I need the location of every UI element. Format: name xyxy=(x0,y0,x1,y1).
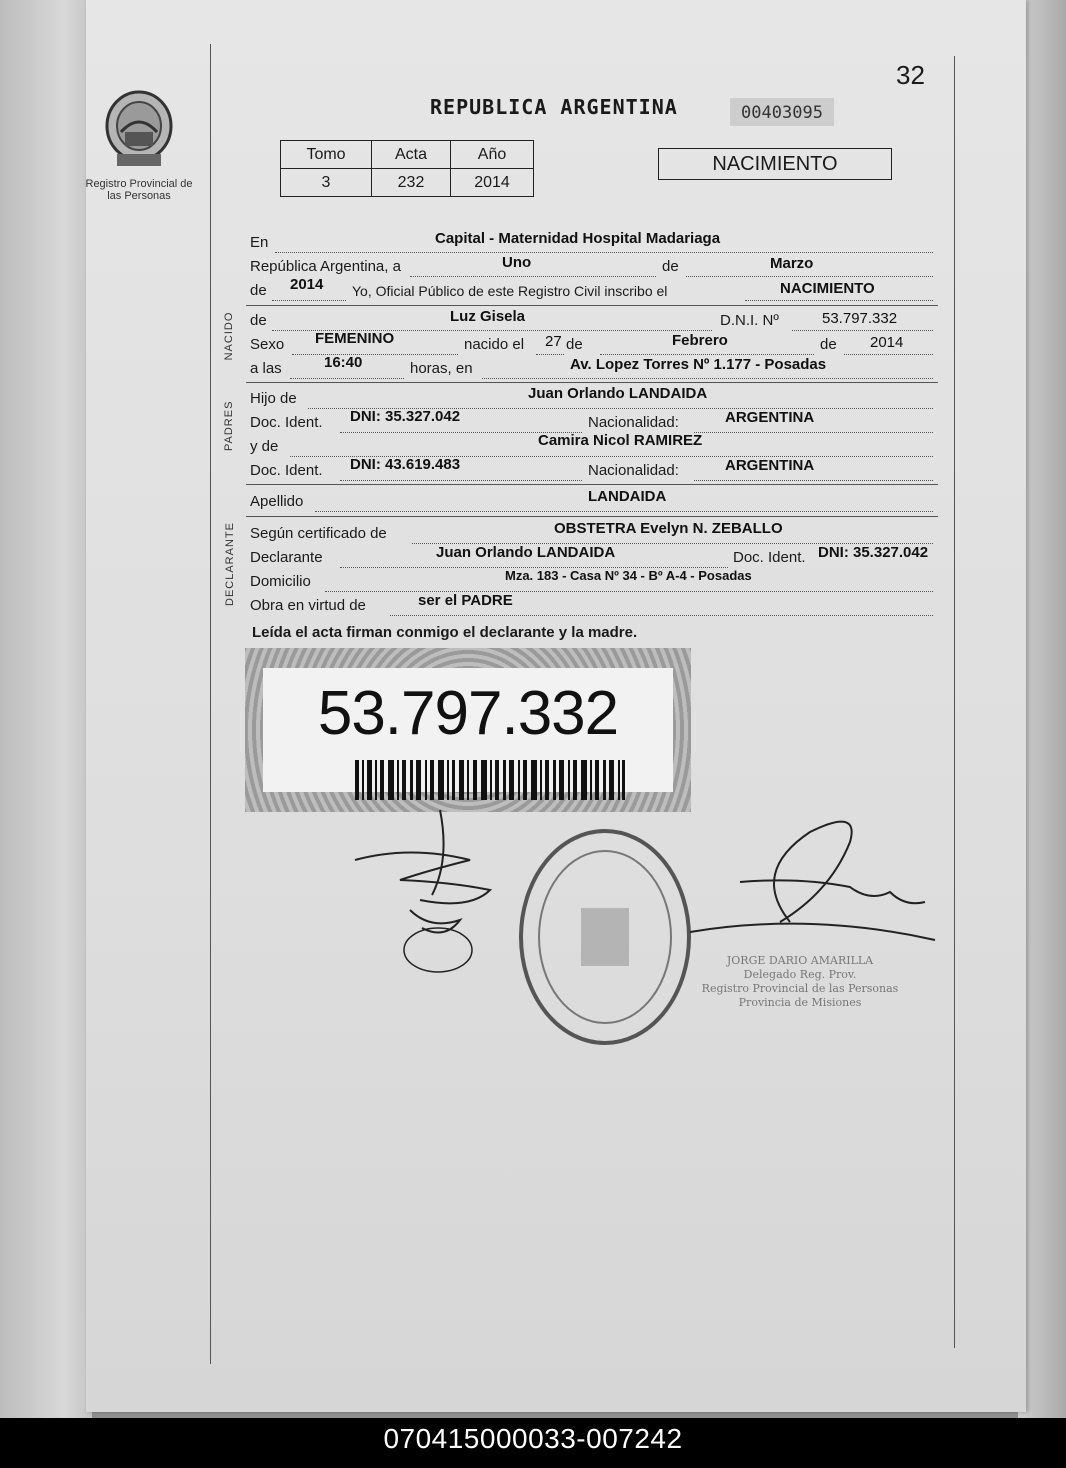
nacido-top-rule xyxy=(246,305,938,306)
declarant-signature xyxy=(350,800,510,980)
padres-top-rule xyxy=(246,382,938,383)
sexo-value: FEMENINO xyxy=(315,330,395,347)
document-title: REPUBLICA ARGENTINA xyxy=(430,95,678,119)
left-margin-line xyxy=(210,44,211,1364)
birth-month-value: Febrero xyxy=(672,332,728,349)
closing-statement: Leída el acta firman conmigo el declarante y la madre. xyxy=(252,624,638,641)
birth-time: 16:40 xyxy=(324,354,363,371)
section-label-nacido: NACIDO xyxy=(223,311,235,361)
year-prefix-label: de xyxy=(250,282,267,299)
horas-label: horas, en xyxy=(410,360,473,377)
logo-caption: Registro Provincial de las Personas xyxy=(85,178,193,202)
place-value: Capital - Maternidad Hospital Madariaga xyxy=(435,230,721,247)
child-dni: 53.797.332 xyxy=(822,310,898,327)
certifier: OBSTETRA Evelyn N. ZEBALLO xyxy=(554,520,783,537)
mother-nationality: ARGENTINA xyxy=(725,457,815,474)
month-value: Marzo xyxy=(770,255,814,272)
page-number: 32 xyxy=(896,60,925,90)
father-nat-label: Nacionalidad: xyxy=(588,414,679,431)
sticker-dni-number: 53.797.332 xyxy=(317,679,619,748)
nacido-de-label: de xyxy=(250,312,267,329)
apellido-value: LANDAIDA xyxy=(588,488,667,505)
inscribe-value: NACIMIENTO xyxy=(780,280,875,297)
apellido-label: Apellido xyxy=(250,493,304,510)
day-value: Uno xyxy=(502,254,532,271)
value-acta: 232 xyxy=(372,169,451,197)
act-type-box: NACIMIENTO xyxy=(658,148,892,180)
declarante-label: Declarante xyxy=(250,549,323,566)
obra-label: Obra en virtud de xyxy=(250,597,366,614)
section-label-padres: PADRES xyxy=(223,400,235,451)
registry-table xyxy=(280,140,534,197)
father-doc-label: Doc. Ident. xyxy=(250,414,323,431)
child-name: Luz Gisela xyxy=(450,308,526,325)
right-margin-line xyxy=(954,56,955,1348)
domicilio-label: Domicilio xyxy=(250,573,311,590)
de-label: de xyxy=(662,258,679,275)
header-acta: Acta xyxy=(372,141,451,169)
dni-sticker xyxy=(245,648,691,812)
yo-text: Yo, Oficial Público de este Registro Civil inscribo el xyxy=(352,283,668,299)
mother-name: Camira Nicol RAMIREZ xyxy=(538,432,703,449)
birth-place: Av. Lopez Torres Nº 1.177 - Posadas xyxy=(570,356,827,373)
year-value: 2014 xyxy=(290,276,324,293)
left-page xyxy=(0,0,92,1418)
birth-de-label-2: de xyxy=(820,336,837,353)
declarante-address: Mza. 183 - Casa Nº 34 - Bº A-4 - Posadas xyxy=(505,568,752,583)
section-label-declarante: DECLARANTE xyxy=(224,522,236,606)
header-anio: Año xyxy=(451,141,534,169)
mother-doc: DNI: 43.619.483 xyxy=(350,456,461,473)
dni-label: D.N.I. Nº xyxy=(720,312,779,329)
father-nationality: ARGENTINA xyxy=(725,409,815,426)
republica-label: República Argentina, a xyxy=(250,258,401,275)
yde-label: y de xyxy=(250,438,279,455)
header-tomo: Tomo xyxy=(281,141,372,169)
apellido-top-rule xyxy=(246,484,938,485)
value-tomo: 3 xyxy=(281,169,372,197)
declarante-doc-label: Doc. Ident. xyxy=(733,549,806,566)
birth-day-value: 27 xyxy=(545,333,562,350)
ministry-seal xyxy=(515,826,695,1048)
declarante-top-rule xyxy=(246,516,938,517)
birth-year-value: 2014 xyxy=(870,334,904,351)
declarante-doc: DNI: 35.327.042 xyxy=(818,544,929,561)
footer-id: 070415000033-007242 xyxy=(0,1418,1066,1468)
provincial-registry-logo xyxy=(95,82,183,178)
nacido-el-label: nacido el xyxy=(464,336,525,353)
dni-sticker-label xyxy=(263,668,673,792)
alas-label: a las xyxy=(250,360,282,377)
obra-value: ser el PADRE xyxy=(418,592,513,609)
cert-label: Según certificado de xyxy=(250,525,387,542)
officer-signature xyxy=(690,812,940,962)
en-label: En xyxy=(250,234,269,251)
father-name: Juan Orlando LANDAIDA xyxy=(528,385,708,402)
serial-number: 00403095 xyxy=(730,98,834,126)
father-doc: DNI: 35.327.042 xyxy=(350,408,461,425)
barcode-icon xyxy=(355,760,625,800)
birth-de-label-1: de xyxy=(566,336,583,353)
mother-nat-label: Nacionalidad: xyxy=(588,462,679,479)
mother-doc-label: Doc. Ident. xyxy=(250,462,323,479)
declarante-name: Juan Orlando LANDAIDA xyxy=(436,544,616,561)
value-anio: 2014 xyxy=(451,169,534,197)
sexo-label: Sexo xyxy=(250,336,285,353)
officer-stamp: JORGE DARIO AMARILLA Delegado Reg. Prov. Registro Provincial de las Personas Provincia de Misiones xyxy=(701,954,899,1009)
day-dotline xyxy=(410,258,656,277)
hijo-label: Hijo de xyxy=(250,390,297,407)
